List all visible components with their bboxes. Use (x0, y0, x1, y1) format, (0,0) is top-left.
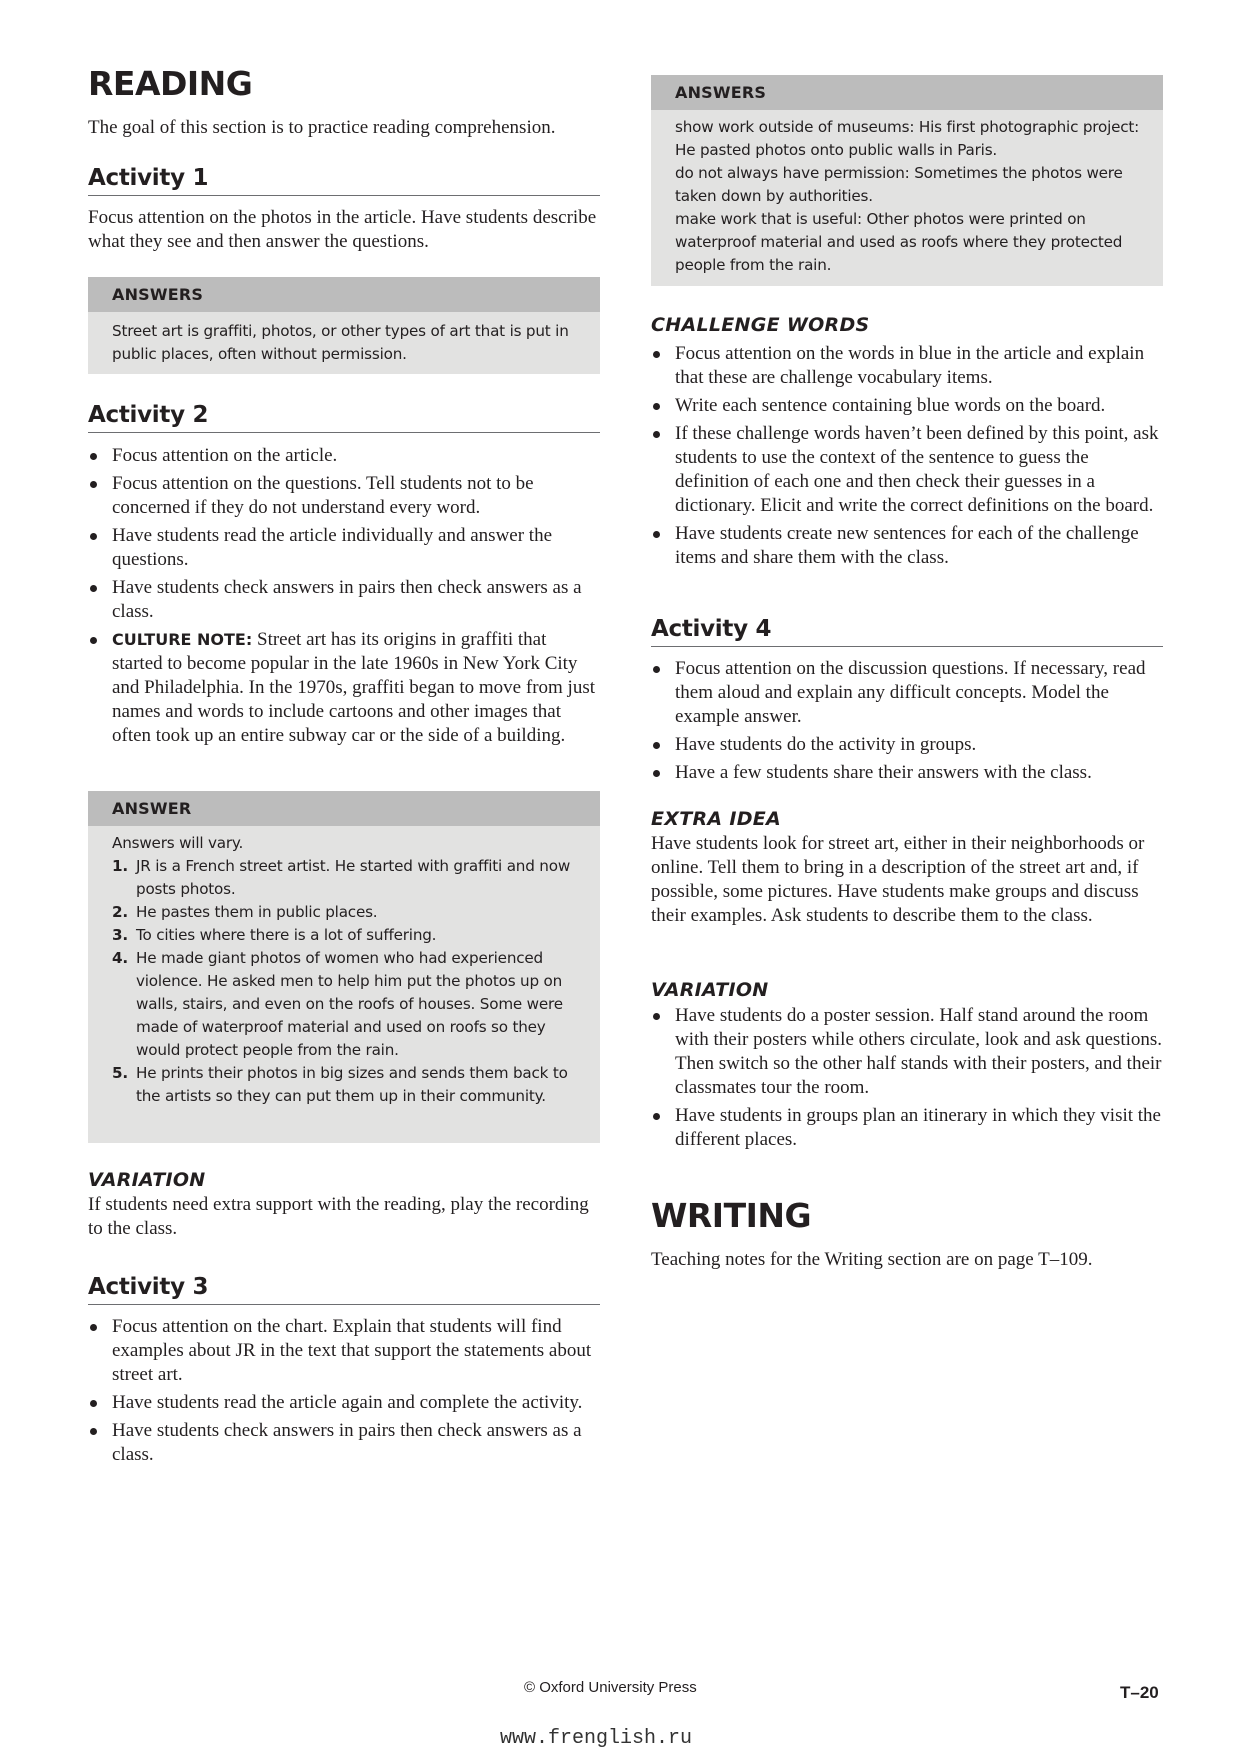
bullet-icon (653, 1013, 660, 1020)
list-item: Have students check answers in pairs then check answers as a class. (88, 1419, 600, 1467)
answer-intro: Answers will vary. (112, 834, 244, 852)
answer-box-title: ANSWER (88, 791, 600, 826)
list-item: Have students in groups plan an itinerary in which they visit the different places. (651, 1104, 1163, 1152)
answer-list (112, 855, 586, 1108)
bullet-icon (653, 431, 660, 438)
answer-line: show work outside of museums: His first photographic project: He pasted photos onto public walls in Paris. (675, 118, 1140, 159)
answer-item: 2. He pastes them in public places. (112, 903, 378, 921)
activity3-heading: Activity 3 (88, 1272, 600, 1305)
activity3-list (88, 1315, 600, 1471)
bullet-icon (653, 531, 660, 538)
answer-item: 5. He prints their photos in big sizes and sends them back to the artists so they can put them up in their community. (112, 1064, 568, 1105)
activity2-answer-box (88, 791, 600, 1143)
bullet-icon (90, 1428, 97, 1435)
list-item: Write each sentence containing blue words on the board. (651, 394, 1163, 418)
bullet-icon (90, 533, 97, 540)
variation-heading-right: VARIATION (651, 979, 769, 1001)
list-item: Have a few students share their answers with the class. (651, 761, 1163, 785)
list-item: Have students check answers in pairs then check answers as a class. (88, 576, 600, 624)
list-item: Focus attention on the chart. Explain that students will find examples about JR in the text that support the statements about street art. (88, 1315, 600, 1387)
list-item: Have students read the article individually and answer the questions. (88, 524, 600, 572)
bullet-icon (90, 1400, 97, 1407)
bullet-icon (90, 637, 97, 644)
activity4-list (651, 657, 1163, 789)
answers-box-title: ANSWERS (651, 75, 1163, 110)
variation-list (651, 1004, 1163, 1156)
bullet-icon (653, 770, 660, 777)
bullet-icon (90, 1324, 97, 1331)
watermark-url: www.frenglish.ru (500, 1727, 693, 1750)
culture-note-text: Street art has its origins in graffiti that started to become popular in the late 1960s in New York City and Philadelphia. In the 1970s, graffiti began to move from just names and words to include cartoons and other images that often took up an entire subway car or the side of a building. (112, 629, 595, 746)
culture-note (88, 628, 600, 748)
list-item: Focus attention on the discussion questions. If necessary, read them aloud and explain any difficult concepts. Model the example answer. (651, 657, 1163, 729)
extra-idea-text: Have students look for street art, either in their neighborhoods or online. Tell them to bring in a description of the street art and, if possible, some pictures. Have students make groups and discuss their examples. Ask students to describe them to the class. (651, 833, 1145, 926)
activity1-answers-box (88, 277, 600, 374)
answers-box-title: ANSWERS (88, 277, 600, 312)
bullet-icon (653, 666, 660, 673)
culture-note-label: CULTURE NOTE: (112, 630, 253, 649)
bullet-icon (653, 1113, 660, 1120)
activity2-list (88, 444, 600, 752)
activity1-text: Focus attention on the photos in the article. Have students describe what they see and then answer the questions. (88, 207, 597, 252)
answer-box-body (88, 826, 600, 1118)
activity2-heading: Activity 2 (88, 400, 600, 433)
reading-intro: The goal of this section is to practice reading comprehension. (88, 117, 556, 138)
list-item: Have students do a poster session. Half stand around the room with their posters while others circulate, look and ask questions. Then switch so the other half stands with their posters, and their classmates tour the room. (651, 1004, 1163, 1100)
activity3-answers-box (651, 75, 1163, 286)
list-item: Have students create new sentences for each of the challenge items and share them with the class. (651, 522, 1163, 570)
bullet-icon (653, 351, 660, 358)
answers-box-body (651, 110, 1163, 287)
extra-idea-heading: EXTRA IDEA (651, 808, 782, 830)
answer-item: 3. To cities where there is a lot of suffering. (112, 926, 437, 944)
answer-item: 4. He made giant photos of women who had experienced violence. He asked men to help him put the photos up on walls, stairs, and even on the roofs of houses. Some were made of waterproof material and used on roofs so they would protect people from the rain. (112, 949, 563, 1059)
answer-line: make work that is useful: Other photos were printed on waterproof material and used as roofs where they protected people from the rain. (675, 210, 1123, 274)
writing-text: Teaching notes for the Writing section are on page T–109. (651, 1249, 1093, 1270)
copyright-footer: © Oxford University Press (524, 1679, 697, 1696)
writing-heading: WRITING (651, 1196, 812, 1235)
list-item: If these challenge words haven’t been defined by this point, ask students to use the context of the sentence to guess the definition of each one and then check their guesses in a dictionary. Elicit and write the correct definitions on the board. (651, 422, 1163, 518)
variation-text: If students need extra support with the reading, play the recording to the class. (88, 1194, 589, 1239)
activity1-heading: Activity 1 (88, 163, 600, 196)
variation-heading: VARIATION (88, 1169, 206, 1191)
answer-item: 1. JR is a French street artist. He started with graffiti and now posts photos. (112, 857, 571, 898)
challenge-words-heading: CHALLENGE WORDS (651, 314, 870, 336)
activity4-heading: Activity 4 (651, 614, 1163, 647)
answer-line: do not always have permission: Sometimes the photos were taken down by authorities. (675, 164, 1123, 205)
list-item: Have students do the activity in groups. (651, 733, 1163, 757)
list-item: Focus attention on the questions. Tell students not to be concerned if they do not understand every word. (88, 472, 600, 520)
bullet-icon (90, 481, 97, 488)
bullet-icon (90, 453, 97, 460)
list-item: Focus attention on the words in blue in the article and explain that these are challenge vocabulary items. (651, 342, 1163, 390)
challenge-words-list (651, 342, 1163, 574)
reading-heading: READING (88, 64, 253, 103)
bullet-icon (653, 742, 660, 749)
list-item: Have students read the article again and complete the activity. (88, 1391, 600, 1415)
answers-box-text: Street art is graffiti, photos, or other types of art that is put in public places, often without permission. (112, 322, 569, 363)
bullet-icon (90, 585, 97, 592)
page-number: T–20 (1120, 1683, 1159, 1702)
list-item: Focus attention on the article. (88, 444, 600, 468)
bullet-icon (653, 403, 660, 410)
